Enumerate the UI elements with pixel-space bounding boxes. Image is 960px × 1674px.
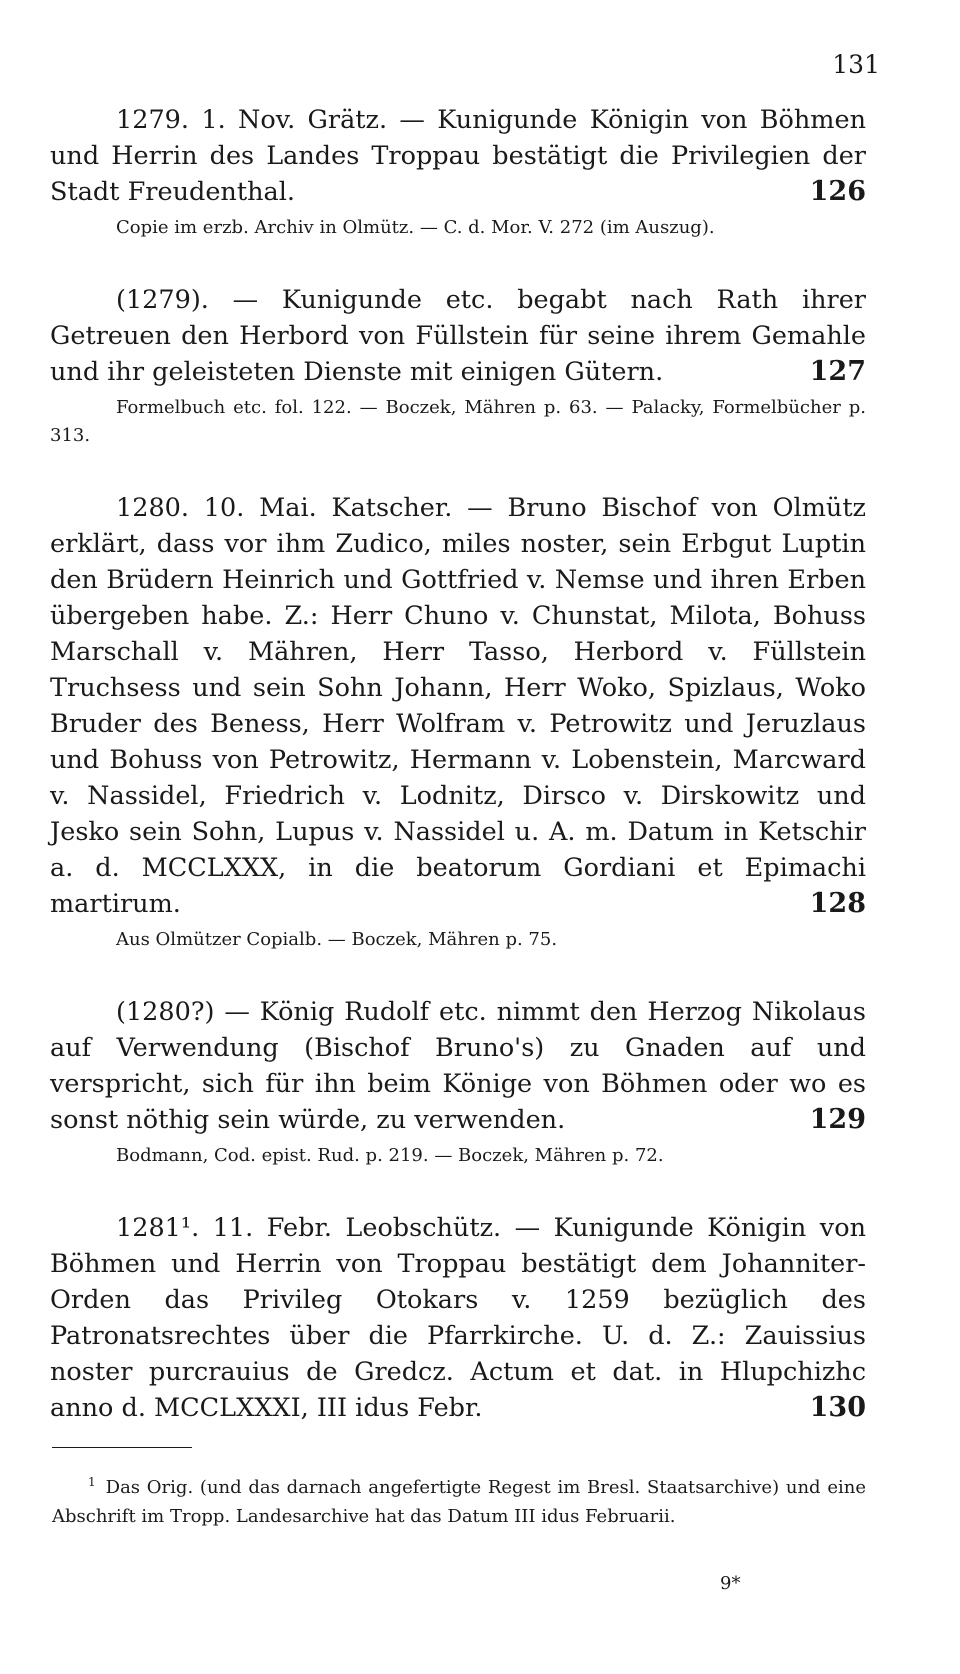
entry-number: 128 [809,888,866,919]
entry-127 [50,282,866,450]
entry-130 [50,1210,866,1426]
footnote-divider [52,1447,192,1448]
entry-126 [50,102,866,242]
signature-mark: 9* [720,1573,741,1594]
entry-number: 126 [809,176,866,207]
footnote-text: Das Orig. (und das darnach angefertigte Regest im Bresl. Staatsarchive) und eine Abschrift im Tropp. Landesarchive hat das Datum III idus Februarii. [52,1477,866,1527]
entry-source: Formelbuch etc. fol. 122. — Boczek, Mähren p. 63. — Palacky, Formelbücher p. 313. [50,397,866,446]
entry-number: 127 [809,356,866,387]
entry-source: Bodmann, Cod. epist. Rud. p. 219. — Boczek, Mähren p. 72. [116,1145,664,1166]
entry-text: (1279). — Kunigunde etc. begabt nach Rath ihrer Getreuen den Herbord von Füllstein für seine ihrem Gemahle und ihr geleisteten Dienste mit einigen Gütern. [50,285,866,387]
entry-source: Copie im erzb. Archiv in Olmütz. — C. d. Mor. V. 272 (im Auszug). [116,217,715,238]
entry-text: 1281¹. 11. Febr. Leobschütz. — Kunigunde Königin von Böhmen und Herrin von Troppau bestätigt dem Johanniter-Orden das Privileg Otokars v. 1259 bezüglich des Patronatsrechtes über die Pfarrkirche. U. d. Z.: Zauissius noster purcrauius de Gredcz. Actum et dat. in Hlupchizhc anno d. MCCLXXXI, III idus Febr. [50,1213,866,1423]
entry-source: Aus Olmützer Copialb. — Boczek, Mähren p. 75. [116,929,558,950]
entry-128 [50,490,866,954]
footnote-mark: 1 [88,1475,96,1489]
footnote [52,1468,866,1531]
entries-list [50,102,866,1466]
entry-number: 129 [809,1104,866,1135]
page-number: 131 [832,50,880,79]
entry-text: 1279. 1. Nov. Grätz. — Kunigunde Königin von Böhmen und Herrin des Landes Troppau bestätigt die Privilegien der Stadt Freudenthal. [50,105,866,207]
entry-text: (1280?) — König Rudolf etc. nimmt den Herzog Nikolaus auf Verwendung (Bischof Bruno's) zu Gnaden auf und verspricht, sich für ihn beim Könige von Böhmen oder wo es sonst nöthig sein würde, zu verwenden. [50,997,866,1135]
entry-text: 1280. 10. Mai. Katscher. — Bruno Bischof von Olmütz erklärt, dass vor ihm Zudico, miles noster, sein Erbgut Luptin den Brüdern Heinrich und Gottfried v. Nemse und ihren Erben übergeben habe. Z.: Herr Chuno v. Chunstat, Milota, Bohuss Marschall v. Mähren, Herr Tasso, Herbord v. Füllstein Truchsess und sein Sohn Johann, Herr Woko, Spizlaus, Woko Bruder des Beness, Herr Wolfram v. Petrowitz und Jeruzlaus und Bohuss von Petrowitz, Hermann v. Lobenstein, Marcward v. Nassidel, Friedrich v. Lodnitz, Dirsco v. Dirskowitz und Jesko sein Sohn, Lupus v. Nassidel u. A. m. Datum in Ketschir a. d. MCCLXXX, in die beatorum Gordiani et Epimachi martirum. [50,493,866,919]
entry-129 [50,994,866,1170]
entry-number: 130 [809,1392,866,1423]
